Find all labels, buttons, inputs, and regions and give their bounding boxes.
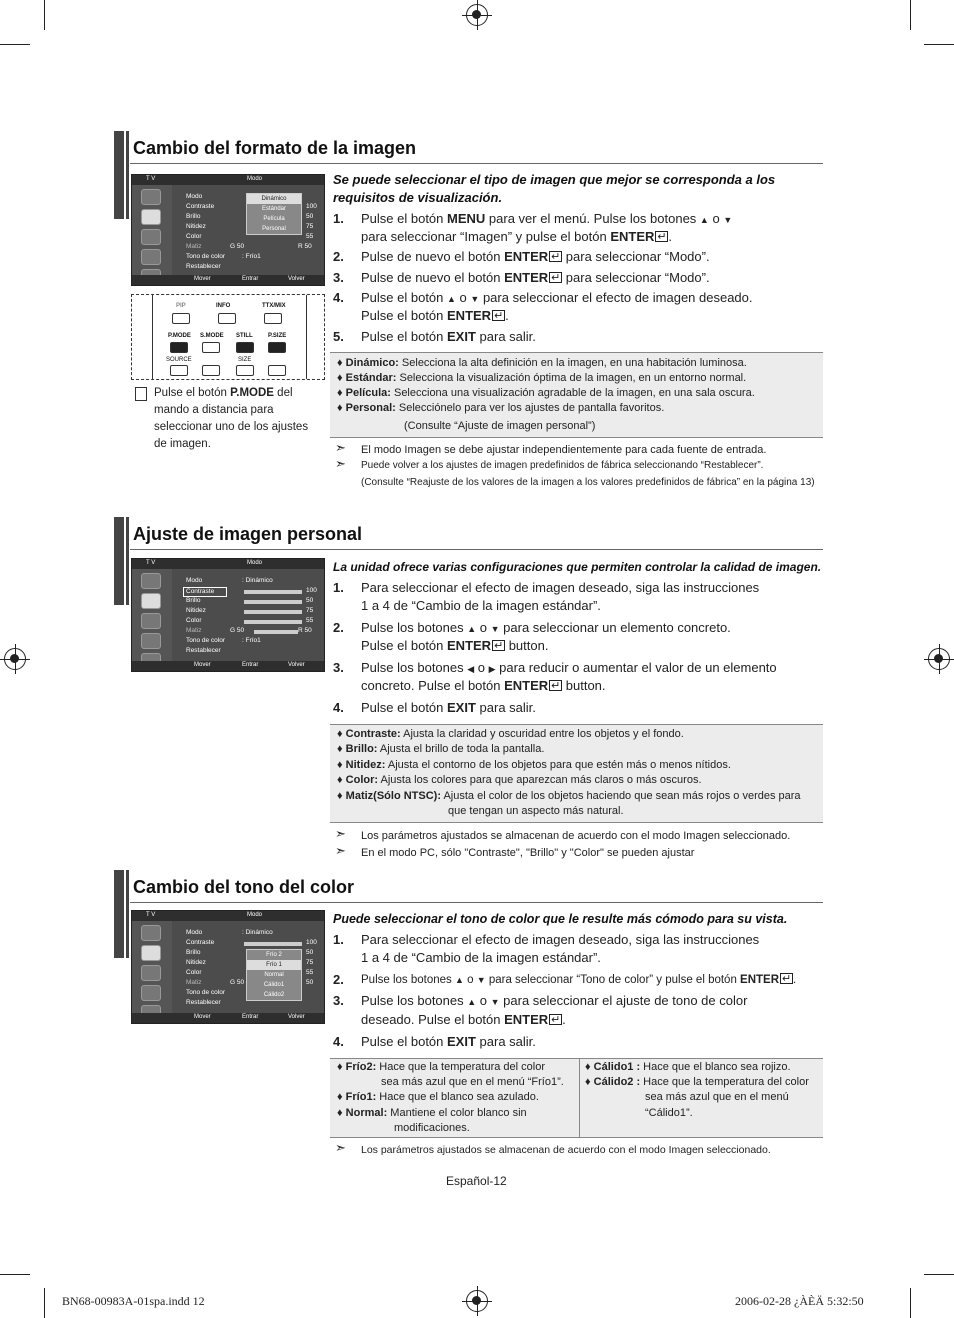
slider [244, 600, 302, 604]
picture-icon [141, 189, 161, 205]
size-button [236, 365, 254, 376]
ttx-button [264, 313, 282, 324]
crop-mark [0, 1274, 30, 1275]
crop-mark [0, 44, 30, 45]
menu-row: Tono de color [186, 253, 226, 260]
step-text: Pulse los botones ◀ o ▶ para reducir o aumentar el valor de un elemento [361, 660, 777, 675]
description-item: ♦ Matiz(Sólo NTSC): Ajusta el color de los objetos haciendo que sean más rojos o verdes para [337, 790, 801, 802]
menu-row: Brillo [186, 949, 201, 956]
menu-number: 100 [306, 587, 317, 594]
menu-hint: Volver [288, 1014, 305, 1020]
step-text: Pulse el botón ENTER↵ . [361, 307, 509, 325]
note-arrow-icon: ➣ [335, 456, 346, 471]
description-item: “Cálido1”. [645, 1107, 693, 1119]
description-item: ♦ Personal: Selecciónelo para ver los ajustes de pantalla favoritos. [337, 402, 665, 414]
dual-button [202, 365, 220, 376]
memo-icon [135, 387, 147, 401]
smode-button [202, 342, 220, 353]
step-text: concreto. Pulse el botón ENTER↵ button. [361, 677, 606, 695]
dropdown-option: Cálido1 [263, 982, 285, 988]
print-date-label: 2006-02-28 ¿ÀÈÄ 5:32:50 [735, 1294, 864, 1308]
description-item: (Consulte “Ajuste de imagen personal”) [404, 420, 596, 432]
menu-row: Brillo [186, 597, 201, 604]
menu-row: Modo [186, 929, 203, 936]
picture-icon [141, 209, 161, 225]
step-text: Para seleccionar el efecto de imagen deseado, siga las instrucciones [361, 580, 760, 595]
parameter-description-box [330, 724, 823, 823]
description-item: ♦ Brillo: Ajusta el brillo de toda la pantalla. [337, 743, 545, 755]
dropdown-option: Frío 2 [266, 952, 282, 958]
slider [254, 630, 298, 634]
still-button [236, 342, 254, 353]
dropdown-option: Dinámico [247, 194, 301, 204]
step-number: 4. [333, 290, 344, 305]
step-number: 4. [333, 700, 344, 715]
menu-row: Matiz [186, 243, 202, 250]
step-number: 4. [333, 1034, 344, 1049]
crop-mark [910, 0, 911, 30]
remote-label: SOURCE [166, 357, 192, 363]
step-text: Pulse el botón ▲ o ▼ para seleccionar el efecto de imagen deseado. [361, 290, 753, 305]
registration-mark-icon [466, 1290, 488, 1312]
note-text: Los parámetros ajustados se almacenan de acuerdo con el modo Imagen seleccionado. [361, 830, 791, 842]
description-item: ♦ Contraste: Ajusta la claridad y oscuridad entre los objetos y el fondo. [337, 728, 684, 740]
step-text: Pulse los botones ▲ o ▼ para seleccionar un elemento concreto. [361, 620, 731, 635]
picture-icon [141, 573, 161, 589]
note-text: Los parámetros ajustados se almacenan de acuerdo con el modo Imagen seleccionado. [361, 1144, 771, 1156]
menu-tv-label: T V [146, 176, 156, 182]
crop-mark [910, 1288, 911, 1318]
description-item: ♦ Dinámico: Selecciona la alta definición en la imagen, en una habitación luminosa. [337, 357, 747, 369]
enter-icon [780, 973, 793, 984]
psize-button [268, 342, 286, 353]
enter-icon [549, 251, 562, 262]
enter-icon [492, 310, 505, 321]
section-bar [114, 131, 124, 219]
page-number: Español-12 [446, 1174, 507, 1188]
step-text: Pulse el botón EXIT para salir. [361, 1034, 536, 1049]
section-title: Ajuste de imagen personal [133, 524, 363, 544]
tv-menu-screen [131, 174, 325, 286]
note-text: Puede volver a los ajustes de imagen predefinidos de fábrica seleccionando “Restablecer”. [361, 460, 764, 471]
dropdown-option: Normal [264, 972, 284, 978]
menu-number: 100 [306, 939, 317, 946]
description-item: ♦ Cálido1 : Hace que el blanco sea rojizo. [585, 1061, 791, 1073]
step-text: Pulse de nuevo el botón ENTER↵ para seleccionar “Modo”. [361, 269, 710, 287]
step-text: Pulse el botón EXIT para salir. [361, 329, 536, 344]
menu-row: Contraste [186, 939, 215, 946]
menu-title: Modo [247, 912, 263, 918]
crop-mark [44, 1288, 45, 1318]
note-arrow-icon: ➣ [335, 843, 346, 858]
sound-icon [141, 965, 161, 981]
remote-control-illustration [131, 294, 325, 380]
enter-icon [492, 640, 505, 651]
remote-label: S.MODE [200, 333, 224, 339]
menu-value: G 50 [230, 979, 245, 986]
menu-row: Color [186, 617, 202, 624]
remote-note: mando a distancia para [154, 404, 274, 416]
enter-icon [549, 1014, 562, 1025]
step-text: Pulse el botón ENTER↵ button. [361, 637, 548, 655]
step-text: Pulse de nuevo el botón ENTER↵ para seleccionar “Modo”. [361, 248, 710, 266]
sound-icon [141, 613, 161, 629]
info-button [218, 313, 236, 324]
mode-description-box [330, 352, 823, 438]
registration-mark-icon [466, 4, 488, 26]
menu-value: : Frío1 [242, 637, 261, 644]
remote-label: P.MODE [168, 333, 191, 339]
crop-mark [924, 1274, 954, 1275]
source-button [170, 365, 188, 376]
dropdown-option: Cálido2 [263, 992, 285, 998]
section-title: Cambio del formato de la imagen [133, 138, 417, 158]
step-text: Para seleccionar el efecto de imagen deseado, siga las instrucciones [361, 932, 760, 947]
menu-value: G 50 [230, 243, 245, 250]
step-number: 3. [333, 660, 344, 675]
pip-button [172, 313, 190, 324]
menu-title: Modo [247, 176, 263, 182]
slider [244, 620, 302, 624]
slider [244, 942, 302, 946]
description-item: sea más azul que en el menú [645, 1091, 789, 1103]
description-item: ♦ Color: Ajusta los colores para que aparezcan más claros o más oscuros. [337, 774, 702, 786]
section-header [130, 518, 823, 550]
menu-row: Matiz [186, 627, 202, 634]
menu-value: G 50 [230, 627, 245, 634]
menu-hint: Mover [194, 662, 211, 668]
menu-row: Matiz [186, 979, 202, 986]
description-item: modificaciones. [394, 1122, 470, 1134]
step-text: Pulse el botón EXIT para salir. [361, 700, 536, 715]
enter-icon [655, 231, 668, 242]
picture-icon [141, 593, 161, 609]
menu-row: Modo [186, 577, 203, 584]
section-title: Cambio del tono del color [133, 877, 355, 897]
menu-number: 75 [306, 607, 314, 614]
menu-row: Restablecer [186, 999, 221, 1006]
description-item: sea más azul que en el menú “Frío1”. [381, 1076, 564, 1088]
menu-row-selected: Contraste [183, 587, 227, 597]
note-text: En el modo PC, sólo "Contraste", "Brillo" y "Color" se pueden ajustar [361, 847, 695, 859]
step-number: 1. [333, 932, 344, 947]
print-file-label: BN68-00983A-01spa.indd 12 [62, 1294, 205, 1308]
menu-row: Brillo [186, 213, 201, 220]
step-text: para seleccionar “Imagen” y pulse el botón ENTER↵ . [361, 228, 672, 246]
menu-number: 50 [306, 979, 314, 986]
crop-mark [44, 0, 45, 30]
menu-row: Nitidez [186, 223, 206, 230]
menu-number: 75 [306, 223, 314, 230]
picture-icon [141, 945, 161, 961]
step-text: Pulse el botón MENU para ver el menú. Pulse los botones ▲ o ▼ [361, 211, 733, 226]
step-text: Pulse los botones ▲ o ▼ para seleccionar “Tono de color” y pulse el botón ENTER↵ . [361, 971, 796, 989]
section-intro: La unidad ofrece varias configuraciones que permiten controlar la calidad de imagen. [333, 560, 822, 574]
dropdown-option: Estándar [261, 206, 286, 212]
menu-row: Color [186, 233, 202, 240]
menu-hint: Volver [288, 662, 305, 668]
menu-row: Contraste [186, 203, 215, 210]
remote-note: de imagen. [154, 438, 211, 450]
menu-number: 50 [306, 213, 314, 220]
step-number: 1. [333, 580, 344, 595]
menu-row: Restablecer [186, 647, 221, 654]
menu-value: R 50 [298, 627, 312, 634]
slider [244, 610, 302, 614]
remote-label: PIP [176, 303, 186, 309]
remote-label: TTX/MIX [262, 303, 286, 309]
menu-hint: Volver [288, 276, 305, 282]
step-number: 3. [333, 993, 344, 1008]
remote-label: P.SIZE [268, 333, 287, 339]
menu-row: Nitidez [186, 959, 206, 966]
step-text: 1 a 4 de “Cambio de la imagen estándar”. [361, 598, 601, 613]
up-button [268, 365, 286, 376]
menu-value: : Dinámico [242, 577, 273, 584]
menu-hint: Mover [194, 276, 211, 282]
section-intro: Se puede seleccionar el tipo de imagen que mejor se corresponda a los requisitos de visualización. [333, 172, 776, 205]
step-number: 2. [333, 620, 344, 635]
channel-icon [141, 633, 161, 649]
menu-number: 55 [306, 617, 314, 624]
description-item: ♦ Película: Selecciona una visualización agradable de la imagen, en una sala oscura. [337, 387, 755, 399]
step-number: 5. [333, 329, 344, 344]
description-item: ♦ Estándar: Selecciona la visualización óptima de la imagen, en un entorno normal. [337, 372, 747, 384]
note-arrow-icon: ➣ [335, 440, 346, 455]
description-item: ♦ Frío2: Hace que la temperatura del color [337, 1061, 545, 1073]
step-number: 2. [333, 249, 344, 264]
description-item: ♦ Cálido2 : Hace que la temperatura del color [585, 1076, 809, 1088]
note-text: (Consulte “Reajuste de los valores de la imagen a los valores predefinidos de fábrica” en la página 13) [361, 477, 815, 488]
menu-hint: Mover [194, 1014, 211, 1020]
registration-mark-icon [928, 648, 950, 670]
remote-note: Pulse el botón P.MODE del [154, 387, 293, 399]
section-intro: Puede seleccionar el tono de color que le resulte más cómodo para su vista. [333, 912, 788, 926]
tone-description-box [330, 1058, 823, 1138]
menu-title: Modo [247, 560, 263, 566]
section-header [130, 132, 823, 164]
menu-number: 100 [306, 203, 317, 210]
slider [244, 590, 302, 594]
menu-row: Modo [186, 193, 203, 200]
menu-row: Tono de color [186, 989, 226, 996]
remote-label: INFO [216, 303, 231, 309]
remote-note: seleccionar uno de los ajustes [154, 421, 309, 433]
menu-hint: Entrar [242, 1014, 259, 1020]
section-bar [114, 517, 124, 605]
step-number: 2. [333, 972, 344, 987]
dropdown-option: Película [263, 216, 285, 222]
menu-number: 50 [306, 597, 314, 604]
pmode-button [170, 342, 188, 353]
menu-tv-label: T V [146, 560, 156, 566]
description-item: ♦ Frío1: Hace que el blanco sea azulado. [337, 1091, 539, 1103]
registration-mark-icon [4, 648, 26, 670]
section-header [130, 871, 823, 903]
tv-menu-screen [131, 558, 325, 672]
enter-icon [549, 272, 562, 283]
note-arrow-icon: ➣ [335, 1140, 346, 1155]
mode-dropdown [246, 193, 302, 235]
remote-label: SIZE [238, 357, 252, 363]
section-bar [114, 870, 124, 958]
menu-hint: Entrar [242, 662, 259, 668]
step-number: 1. [333, 211, 344, 226]
enter-icon [549, 680, 562, 691]
menu-number: 50 [306, 949, 314, 956]
step-text: 1 a 4 de “Cambio de la imagen estándar”. [361, 950, 601, 965]
sound-icon [141, 229, 161, 245]
crop-mark [924, 44, 954, 45]
menu-row: Restablecer [186, 263, 221, 270]
note-text: El modo Imagen se debe ajustar independientemente para cada fuente de entrada. [361, 444, 767, 456]
note-arrow-icon: ➣ [335, 826, 346, 841]
menu-value: : Frío1 [242, 253, 261, 260]
menu-hint: Entrar [242, 276, 259, 282]
tv-menu-screen [131, 910, 325, 1024]
menu-value: : Dinámico [242, 929, 273, 936]
menu-row: Tono de color [186, 637, 226, 644]
description-item: ♦ Normal: Mantiene el color blanco sin [337, 1107, 527, 1119]
channel-icon [141, 249, 161, 265]
menu-row: Color [186, 969, 202, 976]
menu-tv-label: T V [146, 912, 156, 918]
channel-icon [141, 985, 161, 1001]
menu-row: Nitidez [186, 607, 206, 614]
step-text: Pulse los botones ▲ o ▼ para seleccionar el ajuste de tono de color [361, 993, 748, 1008]
tone-dropdown [246, 949, 302, 1001]
menu-number: 55 [306, 969, 314, 976]
menu-number: 75 [306, 959, 314, 966]
description-item: que tengan un aspecto más natural. [448, 805, 624, 817]
step-number: 3. [333, 270, 344, 285]
description-item: ♦ Nitidez: Ajusta el contorno de los objetos para que estén más o menos nítidos. [337, 759, 731, 771]
menu-value: R 50 [298, 243, 312, 250]
remote-label: STILL [236, 333, 253, 339]
menu-number: 55 [306, 233, 314, 240]
step-text: deseado. Pulse el botón ENTER↵ . [361, 1011, 566, 1029]
dropdown-option: Personal [262, 226, 286, 232]
picture-icon [141, 925, 161, 941]
dropdown-option: Frío 1 [247, 960, 301, 970]
